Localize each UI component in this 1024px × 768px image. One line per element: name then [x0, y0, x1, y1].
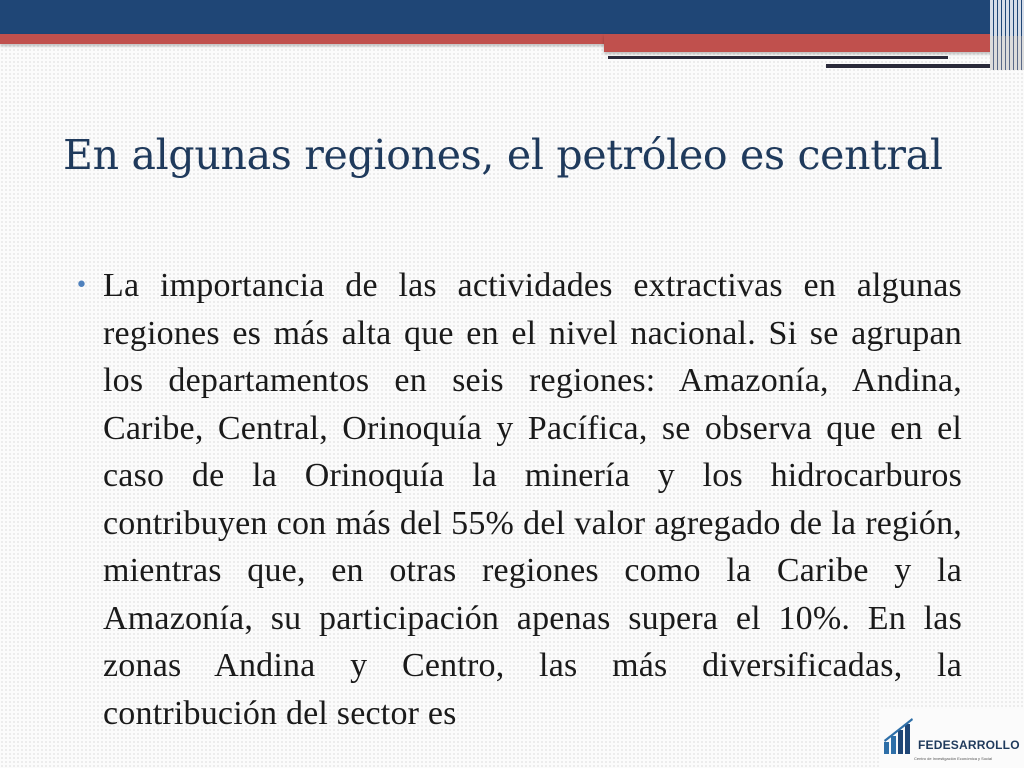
slide-title: En algunas regiones, el petróleo es central: [63, 131, 943, 179]
bullet-icon: •: [75, 273, 88, 298]
bullet-text: La importancia de las actividades extractivas en algunas regiones es más alta que en el nivel nacional. Si se agrupan los departamentos en seis regiones: Amazonía, Andina, Caribe, Central, Orinoquía y Pacífica, se observa que en el caso de la Orinoquía la minería y los hidrocarburos contribuyen con más del 55% del valor agregado de la región, mientras que, en otras regiones como la Caribe y la Amazonía, su participación apenas supera el 10%. En las zonas Andina y Centro, las más diversificadas, la contribución del sector es: [103, 267, 962, 732]
fedesarrollo-logo: [880, 708, 1024, 768]
logo-name: FEDESARROLLO: [918, 738, 1020, 752]
bar-chart-logo-icon: [882, 716, 918, 756]
slide-content: [75, 262, 962, 768]
header-divider-line: [608, 56, 948, 59]
header-stripes-top: [990, 0, 1024, 36]
logo-tagline: Centro de Investigación Económica y Social: [914, 756, 993, 761]
header-divider-line-short: [826, 64, 1004, 68]
bullet-item: [75, 262, 962, 737]
header-red-tail: [604, 34, 995, 52]
header-band: [0, 0, 1024, 36]
